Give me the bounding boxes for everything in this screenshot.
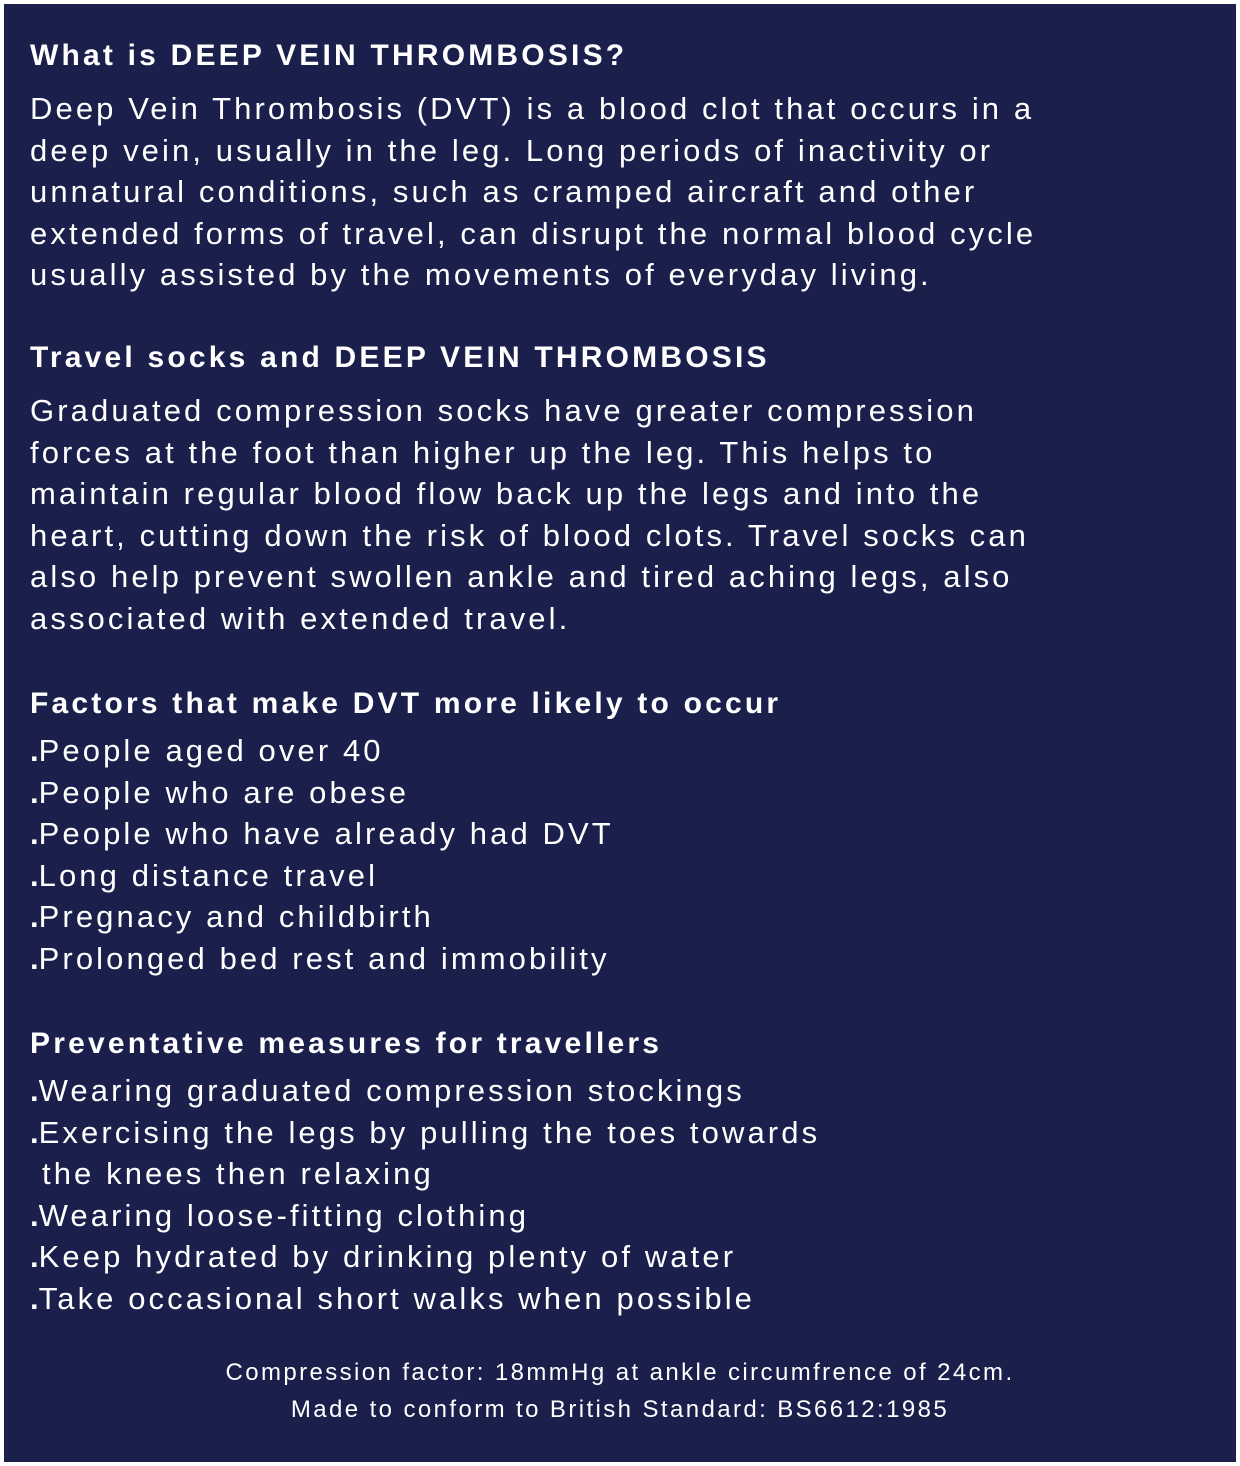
list-item-text: Keep hydrated by drinking plenty of water — [38, 1239, 737, 1274]
list-item-text: People aged over 40 — [38, 733, 384, 768]
section-heading: What is DEEP VEIN THROMBOSIS? — [30, 39, 628, 72]
bullet-icon: . — [30, 940, 39, 976]
paragraph-line: maintain regular blood flow back up the legs and into the — [30, 476, 983, 511]
list-item-continuation — [30, 1153, 1220, 1195]
bullet-icon: . — [30, 774, 39, 810]
list-item-text: Prolonged bed rest and immobility — [38, 940, 610, 976]
paragraph-line: associated with extended travel. — [30, 600, 571, 636]
list-item — [30, 1112, 1220, 1154]
section-travel-socks — [30, 338, 1220, 639]
paragraph-line: usually assisted by the movements of everyday living. — [30, 257, 932, 292]
list-item-text: People who are obese — [38, 774, 410, 810]
compression-footer — [4, 1354, 1236, 1428]
list-item-text: Take occasional short walks when possible — [38, 1280, 756, 1316]
paragraph-line: also help prevent swollen ankle and tired aching legs, also — [30, 559, 1013, 594]
paragraph-line: forces at the foot than higher up the leg. This helps to — [30, 434, 936, 470]
list-item-text: People who have already had DVT — [38, 816, 614, 851]
list-item — [30, 730, 1220, 772]
section-heading: Factors that make DVT more likely to occur — [30, 687, 782, 720]
section-preventative-measures — [30, 1024, 1220, 1319]
paragraph-line: heart, cutting down the risk of blood clots. Travel socks can — [30, 517, 1029, 553]
bullet-icon: . — [30, 1239, 39, 1274]
list-item — [30, 855, 1220, 897]
bullet-icon: . — [30, 1114, 39, 1150]
list-item-text: Wearing graduated compression stockings — [38, 1073, 745, 1108]
list-item-text: Long distance travel — [38, 857, 379, 893]
preventative-measure-list — [30, 1070, 1220, 1319]
paragraph-line: deep vein, usually in the leg. Long periods of inactivity or — [30, 132, 994, 168]
bullet-icon: . — [30, 1197, 39, 1233]
list-item-text: Exercising the legs by pulling the toes towards — [38, 1114, 821, 1150]
paragraph-line: extended forms of travel, can disrupt the normal blood cycle — [30, 215, 1037, 251]
bullet-icon: . — [30, 899, 39, 934]
list-item — [30, 896, 1220, 938]
bullet-icon: . — [30, 816, 39, 851]
list-item-text: the knees then relaxing — [42, 1156, 434, 1191]
list-item — [30, 1070, 1220, 1112]
section-what-is-dvt — [30, 36, 1220, 296]
paragraph-line: Graduated compression socks have greater compression — [30, 393, 977, 428]
bullet-icon: . — [30, 1073, 39, 1108]
footer-british-standard: Made to conform to British Standard: BS6612:1985 — [290, 1396, 950, 1423]
section-heading: Travel socks and DEEP VEIN THROMBOSIS — [30, 341, 770, 374]
paragraph-line: Deep Vein Thrombosis (DVT) is a blood clot that occurs in a — [30, 91, 1035, 126]
list-item-text: Pregnacy and childbirth — [38, 899, 434, 934]
list-item — [30, 813, 1220, 855]
list-item-text: Wearing loose-fitting clothing — [38, 1197, 530, 1233]
list-item — [30, 1278, 1220, 1320]
list-item — [30, 1236, 1220, 1278]
footer-compression-factor: Compression factor: 18mmHg at ankle circumfrence of 24cm. — [225, 1359, 1015, 1386]
section-paragraph — [30, 88, 1220, 296]
risk-factor-list — [30, 730, 1220, 979]
list-item — [30, 938, 1220, 980]
info-panel — [4, 4, 1236, 1462]
bullet-icon: . — [30, 1280, 39, 1316]
section-paragraph — [30, 390, 1220, 639]
bullet-icon: . — [30, 857, 39, 893]
list-item — [30, 772, 1220, 814]
section-risk-factors — [30, 684, 1220, 979]
section-heading: Preventative measures for travellers — [30, 1027, 663, 1060]
bullet-icon: . — [30, 733, 39, 768]
list-item — [30, 1195, 1220, 1237]
paragraph-line: unnatural conditions, such as cramped aircraft and other — [30, 174, 978, 209]
